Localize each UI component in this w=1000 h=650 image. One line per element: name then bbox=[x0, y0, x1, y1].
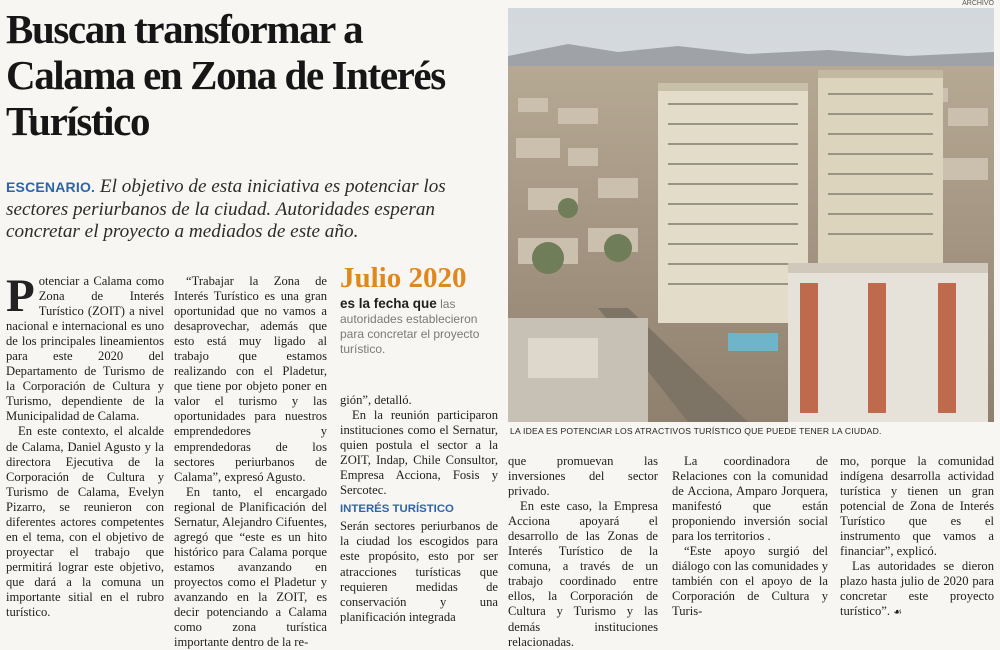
end-mark-icon: ☙ bbox=[893, 607, 903, 619]
body-paragraph: En este contexto, el alcalde de Calama, Daniel Agusto y la directora Ejecutiva de la Corporación de Cultura y Turismo de Calama, Evelyn Pizarro, se reunieron con diferentes actores competentes en el tema, con el objetivo de proyectar el trabajo que permitirá lograr este objetivo, que dará a la comuna un importante sitial en el rubro turístico. bbox=[6, 424, 164, 620]
deck bbox=[6, 176, 496, 244]
body-column-2 bbox=[174, 274, 327, 650]
photo-caption: LA IDEA ES POTENCIAR LOS ATRACTIVOS TURÍSTICO QUE PUEDE TENER LA CIUDAD. bbox=[510, 426, 882, 436]
headline: Buscan transformar a Calama en Zona de Interés Turístico bbox=[6, 6, 445, 144]
photo-credit: ARCHIVO bbox=[962, 0, 994, 7]
body-column-6 bbox=[840, 454, 994, 621]
body-column-5 bbox=[672, 454, 828, 620]
body-column-3 bbox=[340, 393, 498, 625]
callout-date: Julio 2020 bbox=[340, 262, 467, 294]
body-paragraph: En la reunión participaron instituciones como el Sernatur, quien postula el sector a la ZOIT, Indap, Chile Consultor, Empresa Acciona, Fosis y Sercotec. bbox=[340, 408, 498, 498]
body-paragraph: “Este apoyo surgió del diálogo con las comunidades y también con el apoyo de la Corporación de Cultura y Turis- bbox=[672, 544, 828, 619]
body-column-4 bbox=[508, 454, 658, 650]
body-column-1 bbox=[6, 270, 164, 620]
callout-text: es la fecha que las autoridades establecieron para concretar el proyecto turístico. bbox=[340, 296, 480, 356]
city-photo bbox=[508, 8, 994, 422]
body-paragraph: “Trabajar la Zona de Interés Turístico es una gran oportunidad que no vamos a desaprovechar, además que esto está muy ligado al trabajo que estamos realizando con el Pladetur, que tiene por objeto poner en valor el turismo y las oportunidades para nuestros emprendedores y emprendedoras de los sectores periurbanos de Calama”, expresó Agusto. bbox=[174, 274, 327, 484]
body-paragraph: En este caso, la Empresa Acciona apoyará el desarrollo de las Zonas de Interés Turístico de la comuna, a través de un trabajo coordinado entre ellos, la Corporación de Cultura y Turismo y las demás instituciones relacionadas. bbox=[508, 499, 658, 649]
body-paragraph: La coordinadora de Relaciones con la comunidad de Acciona, Amparo Jorquera, manifestó que están proponiendo inversión social para los territorios . bbox=[672, 454, 828, 544]
body-paragraph: Serán sectores periurbanos de la ciudad los escogidos para este propósito, esto por ser atracciones turísticas que requieren medidas de conservación y una planificación integrada bbox=[340, 519, 498, 624]
body-paragraph: Potenciar a Calama como Zona de Interés Turístico (ZOIT) a nivel nacional e internacional es uno de los principales lineamientos para este 2020 del Departamento de Turismo de la Corporación de Cultura y Turismo, dependiente de la Municipalidad de Calama. bbox=[6, 270, 164, 424]
deck-text: El objetivo de esta iniciativa es potenciar los sectores periurbanos de la ciudad. Autoridades esperan concretar el proyecto a mediados de este año. bbox=[6, 176, 446, 243]
drop-cap: P bbox=[6, 270, 35, 322]
body-paragraph: Las autoridades se dieron plazo hasta julio de 2020 para concretar este proyecto turístico”. ☙ bbox=[840, 559, 994, 619]
body-paragraph: En tanto, el encargado regional de Planificación del Sernatur, Alejandro Cifuentes, agregó que “este es un hito histórico para Calama porque estamos avanzando en proyectos como el Pladetur y avanzando en la ZOIT, es decir potenciando a Calama como zona turística importante dentro de la re- bbox=[174, 484, 327, 650]
subhead: INTERÉS TURÍSTICO bbox=[340, 503, 454, 516]
body-paragraph: que promuevan las inversiones del sector privado. bbox=[508, 454, 658, 499]
body-paragraph: mo, porque la comunidad indígena desarrolla actividad turística y tienen un gran potencial de Zona de Interés Turístico que es el instrumento que vamos a financiar”, explicó. bbox=[840, 454, 994, 559]
deck-kicker: ESCENARIO. bbox=[6, 179, 96, 195]
date-callout bbox=[340, 262, 500, 357]
body-paragraph: gión”, detalló. bbox=[340, 393, 412, 407]
